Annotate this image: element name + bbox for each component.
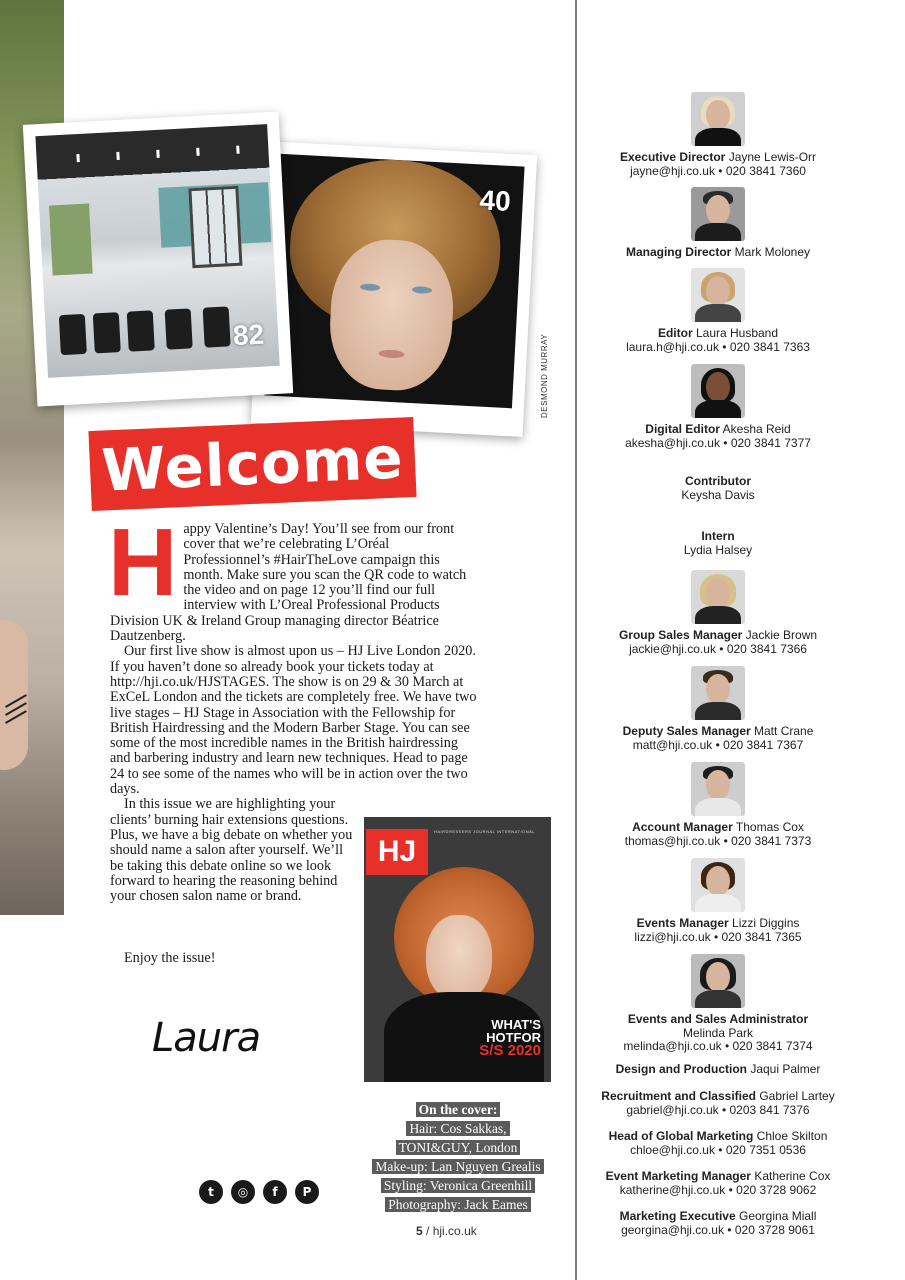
staff-entry	[578, 1090, 858, 1117]
ceiling-light	[156, 150, 159, 158]
staff-contact[interactable]: thomas@hji.co.uk • 020 3841 7373	[624, 833, 812, 848]
salon-window	[49, 204, 93, 276]
staff-name: Matt Crane	[754, 724, 814, 738]
salon-chair	[203, 306, 231, 347]
staff-contact[interactable]: lizzi@hji.co.uk • 020 3841 7365	[634, 929, 802, 944]
staff-contact[interactable]: gabriel@hji.co.uk • 0203 841 7376	[626, 1102, 810, 1117]
staff-contact[interactable]: melinda@hji.co.uk • 020 3841 7374	[623, 1039, 813, 1053]
staff-role: Group Sales Manager	[618, 628, 743, 642]
staff-entry	[578, 475, 858, 502]
social-links	[199, 1180, 319, 1204]
ceiling-light	[116, 152, 119, 160]
staff-contact[interactable]: matt@hji.co.uk • 020 3841 7367	[632, 737, 804, 752]
model-page-number: 40	[478, 184, 512, 217]
editorial-paragraph-2: Our first live show is almost upon us – HJ Live London 2020. If you haven’t done so already book your tickets today at http://hji.co.uk/HJSTAGES. The show is on 29 & 30 March at ExCeL London and the tickets are completely free. We have two live stages – HJ Stage in Association with the Fellowship for British Hairdressing and the Modern Barber Stage. You can see some of the most incredible names in the British hairdressing and barbering industry and learn new techniques. Head to page 24 to see some of the names who will be in action over the two days.	[110, 643, 477, 798]
staff-entry	[578, 762, 858, 848]
staff-role: Deputy Sales Manager	[622, 724, 751, 738]
staff-photo	[691, 762, 745, 816]
staff-role: Account Manager	[632, 820, 733, 834]
twitter-icon[interactable]: t	[199, 1180, 223, 1204]
page-number: 5	[416, 1224, 423, 1238]
staff-role: Head of Global Marketing	[608, 1129, 754, 1143]
model-polaroid[interactable]	[251, 141, 537, 437]
facebook-icon[interactable]: f	[263, 1180, 287, 1204]
cover-headline-1: WHAT'S	[491, 1017, 541, 1032]
staff-role: Managing Director	[625, 245, 732, 259]
staff-role: Executive Director	[619, 150, 726, 164]
footer-site-link[interactable]: hji.co.uk	[432, 1224, 477, 1238]
cover-headline-2: HOTFOR	[486, 1030, 541, 1045]
staff-entry	[578, 364, 858, 450]
staff-photo	[691, 954, 745, 1008]
staff-name: Laura Husband	[695, 326, 779, 340]
model-face	[327, 237, 457, 393]
pinterest-icon[interactable]: P	[295, 1180, 319, 1204]
ceiling-light	[196, 148, 199, 156]
staff-contact[interactable]: jackie@hji.co.uk • 020 3841 7366	[629, 641, 807, 656]
staff-name: Jackie Brown	[745, 628, 818, 642]
staff-role: Marketing Executive	[619, 1209, 736, 1223]
salon-photo	[35, 124, 279, 378]
staff-role: Events Manager	[636, 916, 729, 930]
column-divider	[575, 0, 577, 1280]
salon-chair	[93, 312, 121, 353]
editor-signature: Laura	[152, 1015, 261, 1061]
staff-name: Jayne Lewis-Orr	[728, 150, 817, 164]
staff-contact[interactable]: jayne@hji.co.uk • 020 3841 7360	[630, 163, 806, 178]
staff-entry	[578, 530, 858, 557]
staff-entry	[578, 666, 858, 752]
page-footer	[416, 1224, 477, 1238]
salon-chair	[59, 314, 87, 355]
cover-caption-line: Make-up: Lan Nguyen Grealis	[372, 1159, 543, 1174]
staff-name: Melinda Park	[682, 1025, 754, 1040]
editorial-paragraph-3: In this issue we are highlighting your clients’ burning hair extensions questions. Plus, we have a big debate on whether you should name a salon after yourself. We’ll be taking this debate online so we look forward to hearing the reasoning behind your chosen salon name or brand.	[110, 796, 353, 905]
staff-contact[interactable]: laura.h@hji.co.uk • 020 3841 7363	[626, 339, 810, 354]
staff-photo	[691, 570, 745, 624]
staff-role: Editor	[657, 326, 693, 340]
cover-headline-3: S/S 2020	[479, 1042, 541, 1059]
staff-name: Mark Moloney	[734, 245, 811, 259]
staff-entry	[578, 1063, 858, 1077]
staff-name: Akesha Reid	[722, 422, 791, 436]
staff-name: Lydia Halsey	[683, 542, 753, 557]
staff-contact[interactable]: akesha@hji.co.uk • 020 3841 7377	[625, 435, 811, 450]
hj-logo: HJ	[366, 829, 428, 875]
staff-photo	[691, 268, 745, 322]
staff-name: Chloe Skilton	[756, 1129, 828, 1143]
staff-name: Lizzi Diggins	[732, 916, 800, 930]
staff-entry	[578, 570, 858, 656]
staff-role: Contributor	[685, 474, 751, 488]
cover-caption-line: On the cover:	[416, 1102, 501, 1117]
staff-role: Event Marketing Manager	[605, 1169, 751, 1183]
salon-mirror	[188, 186, 242, 269]
staff-photo	[691, 364, 745, 418]
staff-entry	[578, 92, 858, 178]
staff-photo	[691, 666, 745, 720]
staff-role: Digital Editor	[645, 422, 720, 436]
cover-masthead: HAIRDRESSERS JOURNAL INTERNATIONAL	[434, 829, 536, 834]
dropcap: H	[108, 509, 178, 616]
staff-role: Design and Production	[615, 1062, 747, 1076]
staff-name: Keysha Davis	[681, 487, 755, 502]
cover-caption-line: Photography: Jack Eames	[385, 1197, 530, 1212]
cover-caption-line: Hair: Cos Sakkas,	[406, 1121, 509, 1136]
salon-polaroid[interactable]	[23, 111, 293, 406]
cover-caption-line: TONI&GUY, London	[396, 1140, 521, 1155]
staff-photo	[691, 187, 745, 241]
cover-caption-line: Styling: Veronica Greenhill	[381, 1178, 535, 1193]
staff-name: Georgina Miall	[739, 1209, 817, 1223]
cover-model-face	[426, 915, 492, 1001]
staff-entry	[578, 1170, 858, 1197]
salon-page-number: 82	[232, 318, 265, 352]
magazine-cover[interactable]	[364, 817, 551, 1082]
staff-name: Jaqui Palmer	[750, 1062, 821, 1076]
staff-entry	[578, 858, 858, 944]
ceiling-light	[76, 154, 79, 162]
staff-role: Intern	[701, 529, 735, 543]
welcome-title: Welcome	[100, 423, 405, 505]
editorial-paragraph-1	[108, 509, 478, 645]
staff-entry	[578, 1210, 858, 1237]
staff-contact[interactable]: georgina@hji.co.uk • 020 3728 9061	[621, 1222, 815, 1237]
staff-contact[interactable]: chloe@hji.co.uk • 020 7351 0536	[630, 1142, 806, 1157]
staff-photo	[691, 92, 745, 146]
cover-headline	[479, 1018, 541, 1057]
footer-separator: /	[426, 1224, 430, 1238]
welcome-banner	[88, 417, 416, 511]
staff-photo	[691, 858, 745, 912]
staff-entry	[578, 187, 858, 260]
ceiling-light	[236, 146, 239, 154]
model-photo	[264, 154, 524, 409]
salon-chair	[165, 308, 193, 349]
paragraph-1-text: appy Valentine’s Day! You’ll see from our front cover that we’re celebrating L’Oréal Professionnel’s #HairTheLove campaign this month. Make sure you scan the QR code to watch the video and on page 12 you’ll find our full interview with L’Oreal Professional Products Division UK & Ireland Group managing director Béatrice Dautzenberg.	[110, 521, 467, 645]
staff-role: Events and Sales Administrator	[627, 1012, 809, 1026]
staff-name: Katherine Cox	[754, 1169, 831, 1183]
cover-caption	[358, 1100, 558, 1214]
staff-name: Thomas Cox	[735, 820, 804, 834]
enjoy-line: Enjoy the issue!	[124, 950, 216, 966]
staff-entry	[578, 268, 858, 354]
staff-contact[interactable]: katherine@hji.co.uk • 020 3728 9062	[619, 1182, 817, 1197]
staff-entry	[578, 954, 858, 1054]
staff-name: Gabriel Lartey	[759, 1089, 835, 1103]
model-photo-credit: DESMOND MURRAY	[540, 333, 549, 418]
staff-entry	[578, 1130, 858, 1157]
staff-role: Recruitment and Classified	[601, 1089, 756, 1103]
instagram-icon[interactable]: ◎	[231, 1180, 255, 1204]
salon-chair	[127, 310, 155, 351]
